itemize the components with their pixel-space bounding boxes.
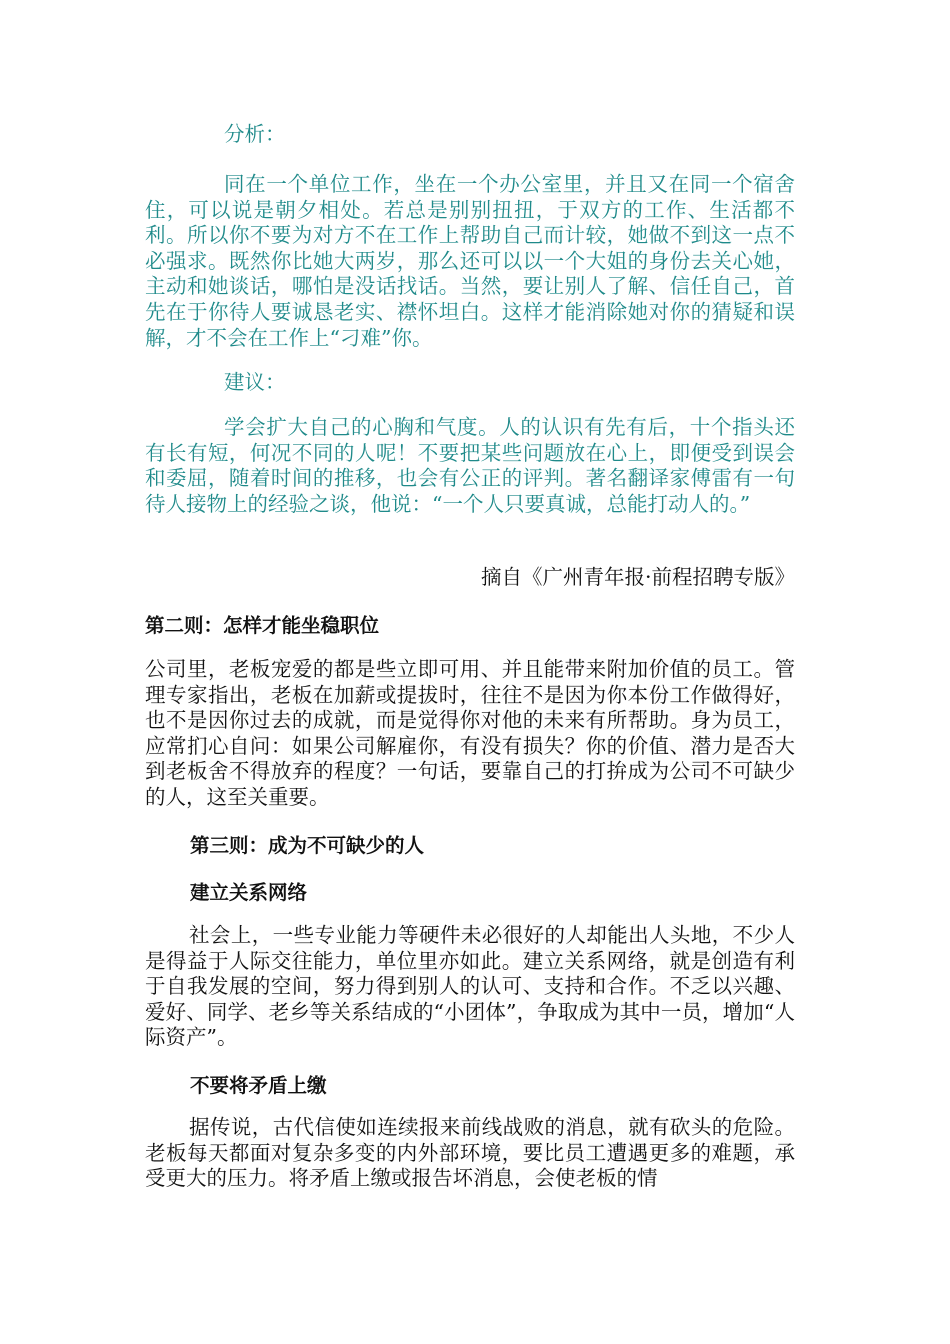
analysis-label: 分析： — [224, 122, 286, 146]
rule2-heading: 第二则：怎样才能坐稳职位 — [145, 614, 380, 637]
rule2-paragraph: 公司里，老板宠爱的都是些立即可用、并且能带来附加价值的员工。管理专家指出，老板在加薪或提拔时，往往不是因为你本份工作做得好，也不是因你过去的成就，而是觉得你对他的未来有所帮助。身为员工，应常扪心自问：如果公司解雇你，有没有损失？你的价值、潜力是否大到老板舍不得放弃的程度？一句话，要靠自己的打拚成为公司不可缺少的人，这至关重要。 — [145, 657, 795, 809]
suggestion-label: 建议： — [224, 370, 286, 394]
conflict-paragraph: 据传说，古代信使如连续报来前线战败的消息，就有砍头的危险。老板每天都面对复杂多变的内外部环境，要比员工遭遇更多的难题，承受更大的压力。将矛盾上缴或报告坏消息，会使老板的情 — [145, 1115, 795, 1191]
rule3-heading: 第三则：成为不可缺少的人 — [190, 834, 425, 857]
network-heading: 建立关系网络 — [190, 881, 308, 904]
network-paragraph: 社会上，一些专业能力等硬件未必很好的人却能出人头地，不少人是得益于人际交往能力，单位里亦如此。建立关系网络，就是创造有利于自我发展的空间，努力得到别人的认可、支持和合作。不乏以兴趣、爱好、同学、老乡等关系结成的“小团体”，争取成为其中一员，增加“人际资产”。 — [145, 923, 795, 1050]
source-citation: 摘自《广州青年报·前程招聘专版》 — [480, 565, 795, 589]
suggestion-paragraph: 学会扩大自己的心胸和气度。人的认识有先有后，十个指头还有长有短，何况不同的人呢！不要把某些问题放在心上，即便受到误会和委屈，随着时间的推移，也会有公正的评判。著名翻译家傅雷有一句待人接物上的经验之谈，他说：“一个人只要真诚，总能打动人的。” — [145, 415, 795, 516]
conflict-heading: 不要将矛盾上缴 — [190, 1074, 327, 1097]
analysis-paragraph: 同在一个单位工作，坐在一个办公室里，并且又在同一个宿舍住，可以说是朝夕相处。若总是别别扭扭，于双方的工作、生活都不利。所以你不要为对方不在工作上帮助自己而计较，她做不到这一点不必强求。既然你比她大两岁，那么还可以以一个大姐的身份去关心她，主动和她谈话，哪怕是没话找话。当然，要让别人了解、信任自己，首先在于你待人要诚恳老实、襟怀坦白。这样才能消除她对你的猜疑和误解，才不会在工作上“刁难”你。 — [145, 172, 795, 350]
